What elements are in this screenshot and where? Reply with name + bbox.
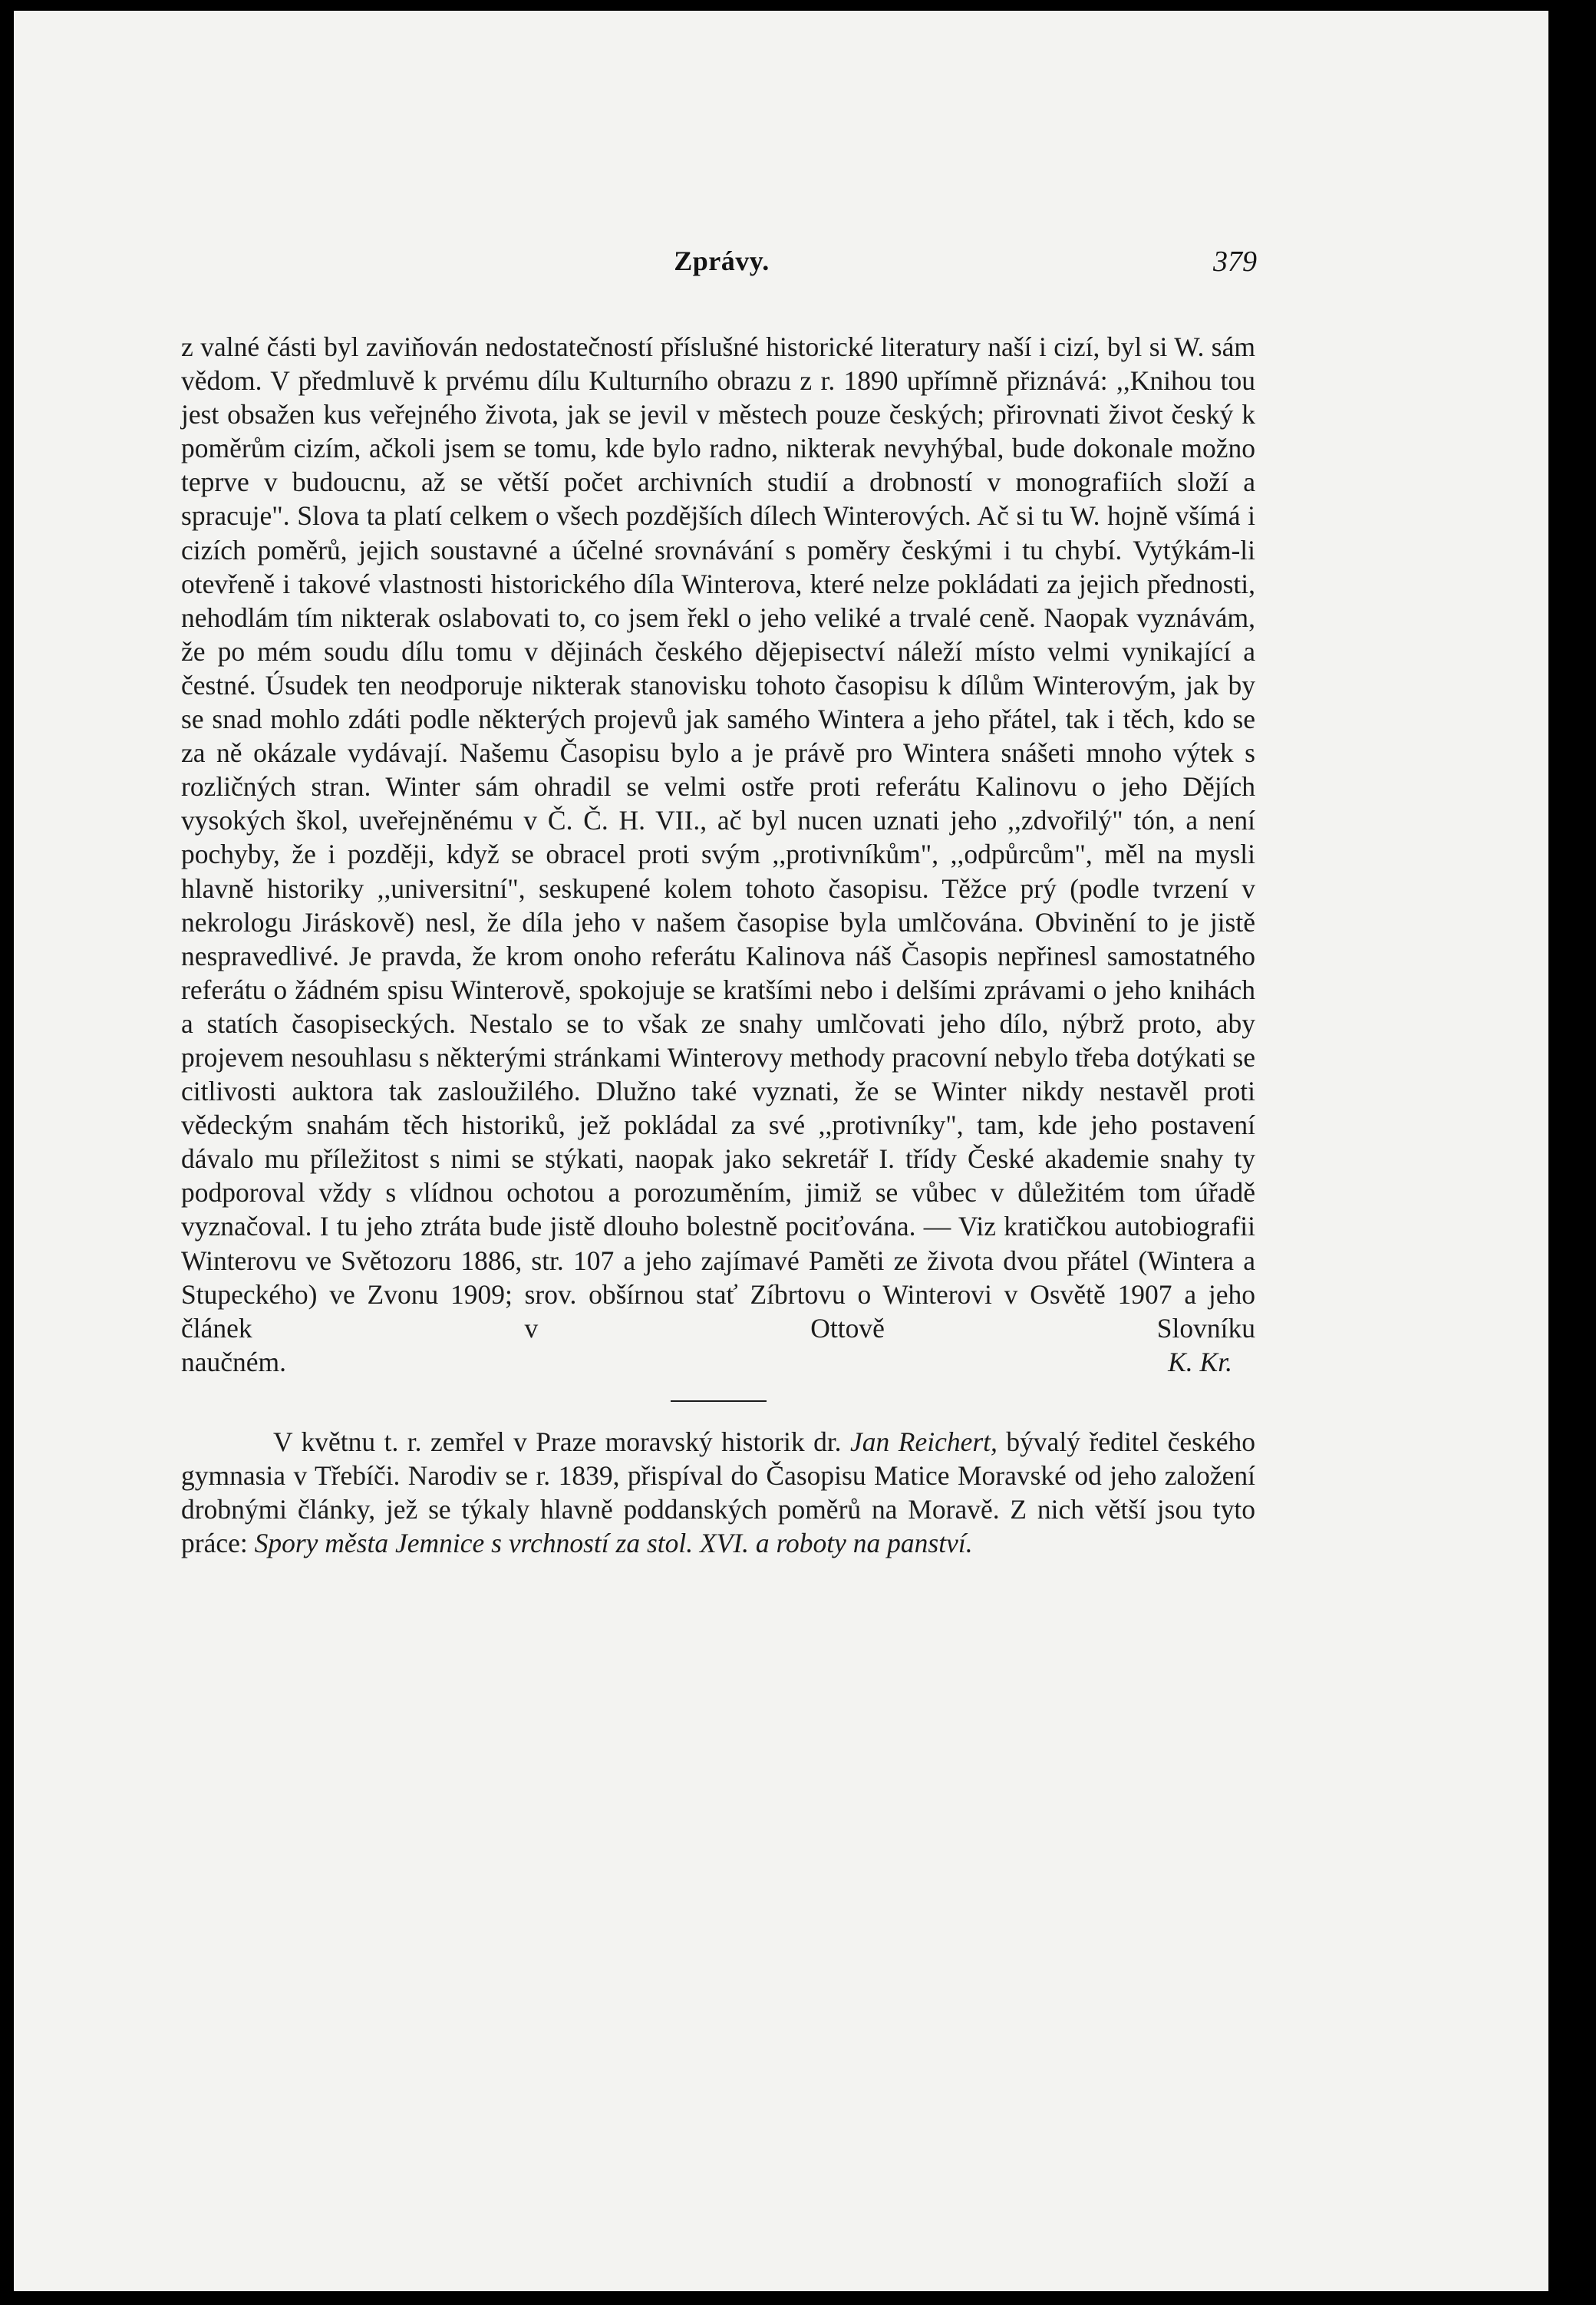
reichert-intro-text: V květnu t. r. zemřel v Praze moravský historik dr. (273, 1426, 842, 1457)
obituary-paragraph-reichert (181, 1425, 1255, 1560)
obituary-paragraph-winter: z valné části byl zaviňován nedostatečností příslušné historické literatury naší i cizí, byl si W. sám vědom. V předmluvě k prvému dílu Kulturního obrazu z r. 1890 upřímně přiznává: ,,Knihou tou jest obsažen kus veřejného života, jak se jevil v městech pouze českých; přirovnati život český k poměrům cizím, ačkoli jsem se tomu, kde bylo radno, nikterak nevyhýbal, bude dokonale možno teprve v budoucnu, až se větší počet archivních studií a drobností v monografiích složí a spracuje". Slova ta platí celkem o všech pozdějších dílech Winterových. Ač si tu W. hojně všímá i cizích poměrů, jejich soustavné a účelné srovnávání s poměry českými i tu chybí. Vytýkám-li otevřeně i takové vlastnosti historického díla Winterova, které nelze pokládati za jejich přednosti, nehodlám tím nikterak oslabovati to, co jsem řekl o jeho veliké a trvalé ceně. Naopak vyznávám, že po mém soudu dílu tomu v dějinách českého dějepisectví náleží místo velmi vynikající a čestné. Úsudek ten neodporuje nikterak stanovisku tohoto časopisu k dílům Winterovým, jak by se snad mohlo zdáti podle některých projevů jak samého Wintera a jeho přátel, tak i těch, kdo se za ně okázale vydávají. Našemu Časopisu bylo a je právě pro Wintera snášeti mnoho výtek s rozličných stran. Winter sám ohradil se velmi ostře proti referátu Kalinovu o jeho Dějích vysokých škol, uveřejněnému v Č. Č. H. VII., ač byl nucen uznati jeho ,,zdvořilý" tón, a není pochyby, že i později, když se obracel proti svým ,,protivníkům", ,,odpůrcům", měl na mysli hlavně historiky ,,universitní", seskupené kolem tohoto časopisu. Těžce prý (podle tvrzení v nekrologu Jiráskově) nesl, že díla jeho v našem časopise byla umlčována. Obvinění to je jistě nespravedlivé. Je pravda, že krom onoho referátu Kalinova náš Časopis nepřinesl samostatného referátu o žádném spisu Winterově, spokojuje se kratšími nebo i delšími zprávami o jeho knihách a statích časopiseckých. Nestalo se to však ze snahy umlčovati jeho dílo, nýbrž proto, aby projevem nesouhlasu s některými stránkami Winterovy methody pracovní nebylo třeba dotýkati se citlivosti auktora tak zasloužilého. Dlužno také vyznati, že se Winter nikdy nestavěl proti vědeckým snahám těch historiků, jež pokládal za své ,,protivníky", tam, kde jeho postavení dávalo mu příležitost s nimi se stýkati, naopak jako sekretář I. třídy České akademie snahy ty podporoval vždy s vlídnou ochotou a porozuměním, jimiž se vůbec v důležitém tom úřadě vyznačoval. I tu jeho ztráta bude jistě dlouho bolestně pociťována. — Viz kratičkou autobiografii Winterovu ve Světozoru 1886, str. 107 a jeho zajímavé Paměti ze života dvou přátel (Wintera a Stupeckého) ve Zvonu 1909; srov. obšírnou stať Zíbrtovu o Winterovi v Osvětě 1907 a jeho článek v Ottově Slovníku (181, 331, 1255, 1344)
page-number: 379 (1213, 246, 1257, 278)
closing-words: naučném. (181, 1346, 287, 1377)
document-page (14, 11, 1548, 2291)
person-name: Jan Reichert, (850, 1426, 998, 1457)
page-header (186, 245, 1257, 291)
work-title: Spory města Jemnice s vrchností za stol. XVI. a roboty na panství. (254, 1528, 973, 1559)
author-signature: K. Kr. (1168, 1346, 1232, 1377)
reichert-body-text: bývalý ředitel českého gymnasia v Třebíči. Narodiv se r. 1839, přispíval do Časopisu Matice Moravské od jeho založení drobnými články, jež se týkaly hlavně poddanských poměrů na Moravě. Z nich větší jsou tyto práce: (181, 1426, 1255, 1559)
running-title: Zprávy. (674, 246, 770, 276)
section-divider (671, 1400, 767, 1402)
signoff-line (181, 1345, 1255, 1379)
body-text (181, 330, 1255, 1560)
